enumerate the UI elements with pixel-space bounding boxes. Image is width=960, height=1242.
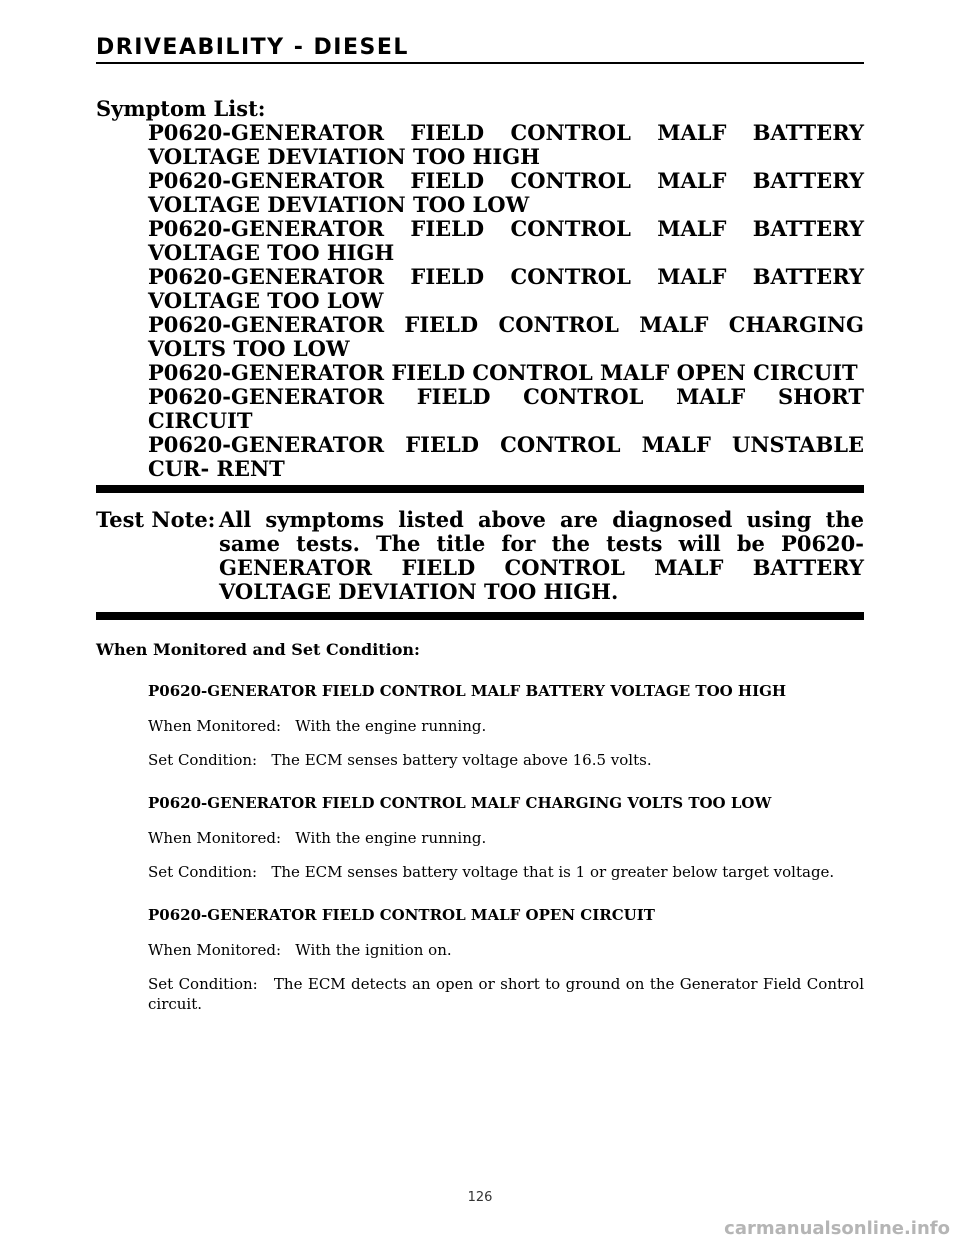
- condition-block: [148, 906, 864, 1014]
- condition-title: P0620-GENERATOR FIELD CONTROL MALF OPEN CIRCUIT: [148, 906, 655, 924]
- set-condition-text: Set Condition: The ECM senses battery voltage above 16.5 volts.: [148, 751, 652, 769]
- header-divider: [96, 62, 864, 64]
- test-note-label: Test Note:: [96, 507, 216, 532]
- symptom-item: P0620-GENERATOR FIELD CONTROL MALF BATTERY VOLTAGE DEVIATION TOO HIGH: [148, 120, 864, 169]
- page-header-title: DRIVEABILITY - DIESEL: [96, 35, 409, 60]
- page-number: 126: [467, 1190, 493, 1205]
- section-divider-top: [96, 485, 864, 493]
- test-note: [96, 508, 864, 604]
- monitor-section: [96, 640, 864, 1038]
- symptom-list-section: [96, 97, 864, 481]
- symptom-item: P0620-GENERATOR FIELD CONTROL MALF BATTERY VOLTAGE TOO LOW: [148, 264, 864, 313]
- when-monitored-text: When Monitored: With the ignition on.: [148, 941, 452, 959]
- symptom-item: P0620-GENERATOR FIELD CONTROL MALF BATTERY VOLTAGE DEVIATION TOO LOW: [148, 168, 864, 217]
- condition-block: [148, 682, 864, 770]
- when-monitored-text: When Monitored: With the engine running.: [148, 829, 487, 847]
- condition-title: P0620-GENERATOR FIELD CONTROL MALF BATTERY VOLTAGE TOO HIGH: [148, 682, 787, 700]
- monitor-heading: When Monitored and Set Condition:: [96, 640, 420, 659]
- condition-block: [148, 794, 864, 882]
- set-condition-text: Set Condition: The ECM detects an open or short to ground on the Generator Field Control circuit.: [148, 975, 864, 1013]
- symptom-item: P0620-GENERATOR FIELD CONTROL MALF OPEN CIRCUIT: [148, 360, 858, 385]
- test-note-text: All symptoms listed above are diagnosed using the same tests. The title for the tests will be P0620-GENERATOR FIELD CONTROL MALF BATTERY VOLTAGE DEVIATION TOO HIGH.: [219, 507, 864, 604]
- set-condition-text: Set Condition: The ECM senses battery voltage that is 1 or greater below target voltage.: [148, 863, 835, 881]
- symptom-list: [148, 121, 864, 481]
- symptom-item: P0620-GENERATOR FIELD CONTROL MALF UNSTABLE CUR- RENT: [148, 432, 864, 481]
- symptom-item: P0620-GENERATOR FIELD CONTROL MALF BATTERY VOLTAGE TOO HIGH: [148, 216, 864, 265]
- symptom-item: P0620-GENERATOR FIELD CONTROL MALF CHARGING VOLTS TOO LOW: [148, 312, 864, 361]
- when-monitored-text: When Monitored: With the engine running.: [148, 717, 487, 735]
- condition-title: P0620-GENERATOR FIELD CONTROL MALF CHARGING VOLTS TOO LOW: [148, 794, 772, 812]
- symptom-list-heading: Symptom List:: [96, 96, 266, 121]
- section-divider-bottom: [96, 612, 864, 620]
- symptom-item: P0620-GENERATOR FIELD CONTROL MALF SHORT CIRCUIT: [148, 384, 864, 433]
- site-watermark: carmanualsonline.info: [724, 1218, 950, 1239]
